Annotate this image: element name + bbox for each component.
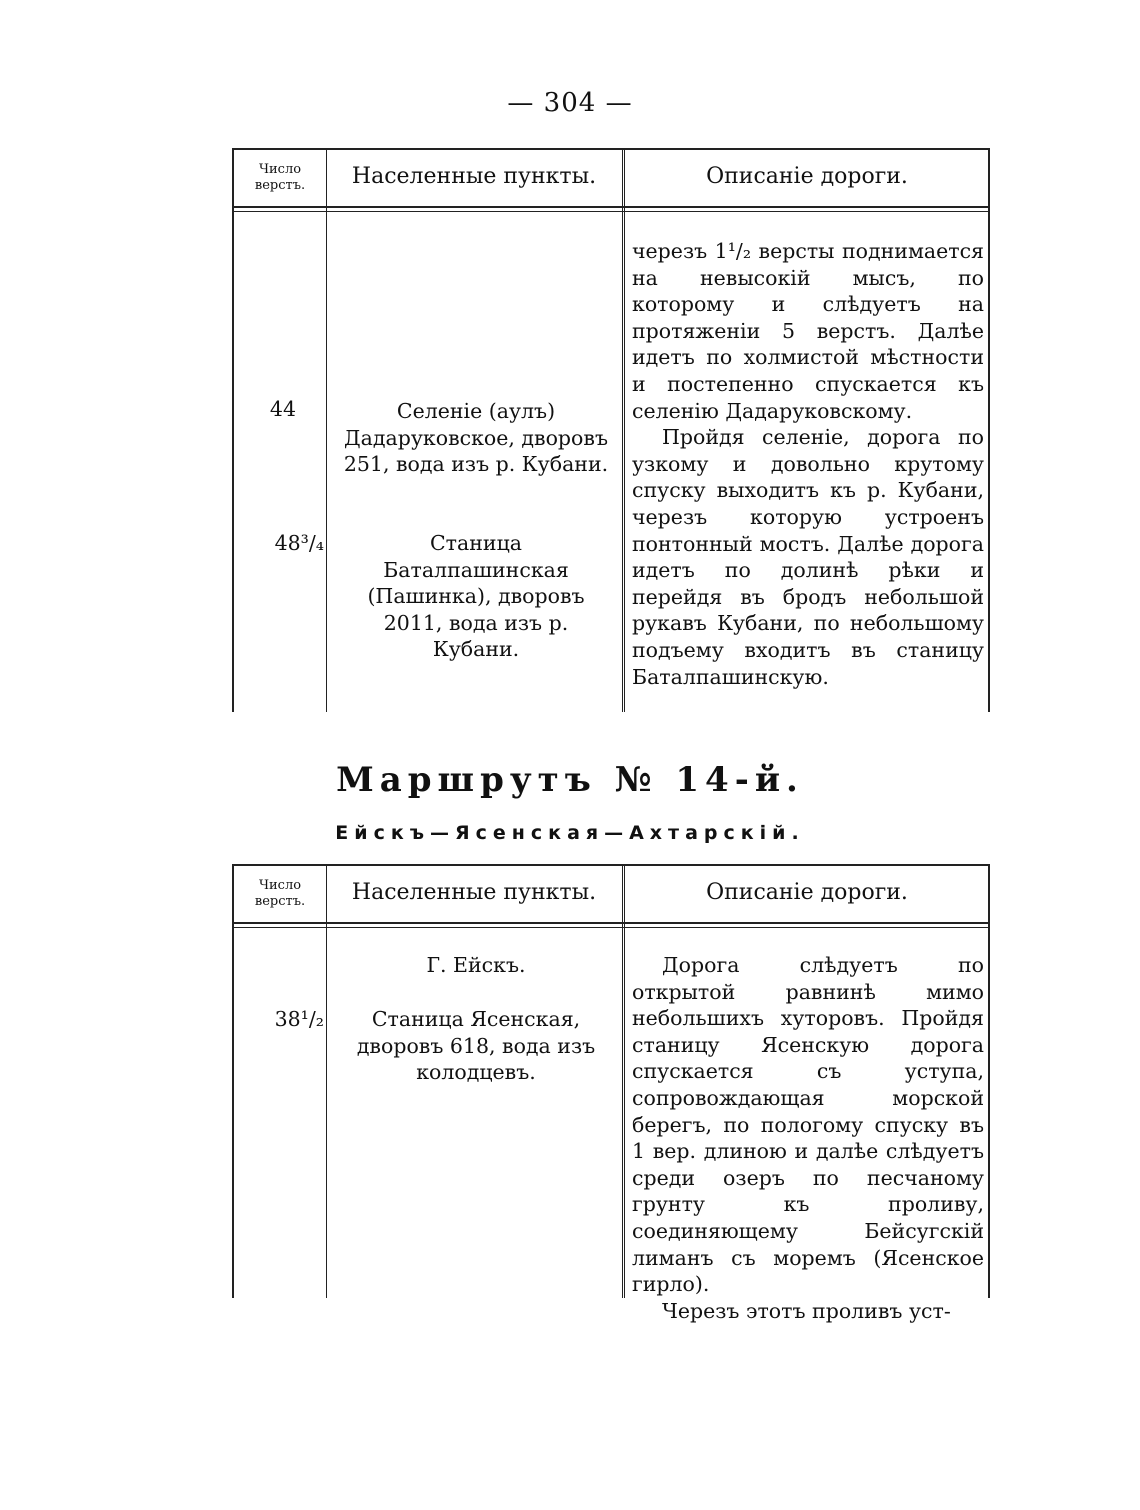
header-versts-line2: верстъ. [254, 894, 306, 909]
route-subtitle: Ейскъ—Ясенская—Ахтарскій. [335, 822, 805, 844]
description-paragraph: Пройдя селеніе, дорога по узкому и довольно крутому спуску выходитъ къ р. Кубани, черезъ которую устроенъ понтонный мостъ. Далѣе дорога идетъ по долинѣ рѣки и перейдя въ бродъ небольшой рукавъ Кубани, по небольшому подъему входитъ въ станицу Баталпашинскую. [632, 425, 984, 689]
header-versts-line1: Число [258, 162, 302, 177]
header-versts [234, 878, 326, 910]
description-paragraph: Черезъ этотъ проливъ уст- [662, 1298, 951, 1323]
row-settlement: Станица Ясенская, дворовъ 618, вода изъ колодцевъ. [356, 1007, 596, 1085]
header-settlements: Населенные пункты. [351, 880, 597, 905]
header-versts [234, 162, 326, 194]
row-versts: 38¹/₂ [274, 1007, 324, 1031]
row-settlement: Г. Ейскъ. [426, 953, 526, 977]
route-table-1 [232, 148, 990, 712]
description-paragraph: черезъ 1¹/₂ версты поднимается на невысокій мысъ, по которому и слѣдуетъ на протяженіи 5 верстъ. Далѣе идетъ по холмистой мѣстности и постепенно спускается къ селенію Дадаруковскому. [632, 239, 984, 423]
header-versts-line2: верстъ. [254, 178, 306, 193]
description-paragraph: Дорога слѣдуетъ по открытой равнинѣ мимо небольшихъ хуторовъ. Пройдя станицу Ясенскую дорога спускается съ уступа, сопровождающая морской берегъ, по пологому спуску въ 1 вер. длиною и далѣе слѣдуетъ среди озеръ по песчаному грунту къ проливу, соединяющему Бейсугскій лиманъ съ моремъ (Ясенское гирло). [632, 953, 984, 1297]
header-settlements: Населенные пункты. [351, 164, 597, 189]
row-settlement: Селеніе (аулъ) Дадаруковское, дворовъ 251, вода изъ р. Кубани. [343, 399, 609, 477]
row-versts: 48³/₄ [274, 531, 324, 555]
row-versts: 44 [269, 397, 296, 421]
header-versts-line1: Число [258, 878, 302, 893]
road-description [632, 952, 984, 1324]
route-table-2 [232, 864, 990, 1323]
row-settlement: Станица Баталпашинская (Пашинка), дворовъ 2011, вода изъ р. Кубани. [367, 531, 585, 662]
road-description [632, 238, 984, 690]
route-title: Маршрутъ № 14-й. [336, 760, 804, 800]
header-road-description: Описаніе дороги. [706, 880, 908, 905]
page-number: — 304 — [507, 88, 633, 118]
header-road-description: Описаніе дороги. [706, 164, 908, 189]
